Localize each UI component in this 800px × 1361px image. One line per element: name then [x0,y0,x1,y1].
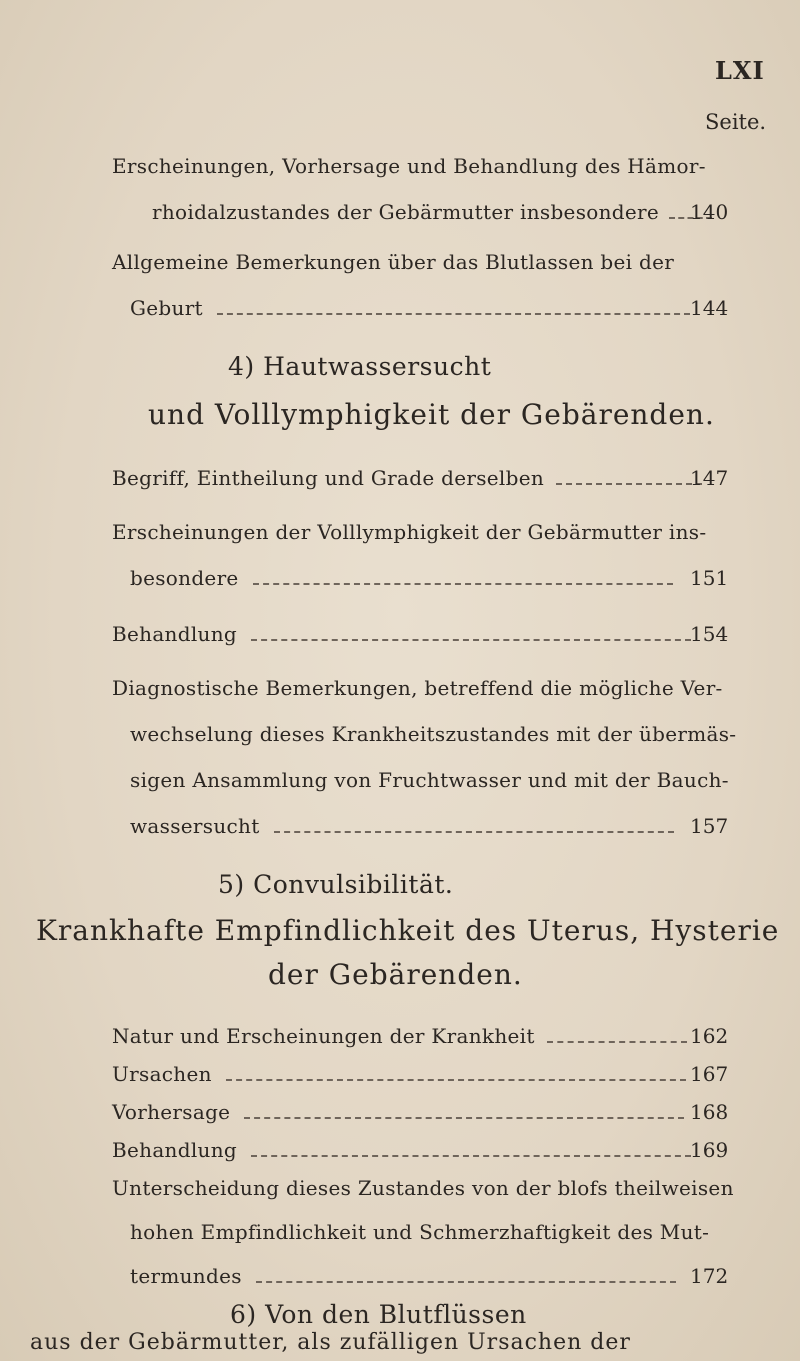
page-number: 154 [690,622,729,646]
leader-dots [244,1115,684,1119]
column-label: Seite. [705,110,767,134]
toc-entry-line: Vorhersage [112,1100,684,1124]
toc-entry-line: sigen Ansammlung von Fruchtwasser und mit der Bauch- [130,768,729,792]
section-heading: und Volllymphigkeit der Gebärenden. [148,398,715,431]
leader-dots [253,581,673,585]
section-heading: 4) Hautwassersucht [228,352,492,381]
page-number: 167 [690,1062,729,1086]
leader-dots [274,829,674,833]
page-number: 144 [690,296,729,320]
page-number: 140 [690,200,729,224]
toc-entry-line: Behandlung [112,1138,691,1162]
page-number: 157 [690,814,729,838]
page-number: 168 [690,1100,729,1124]
leader-dots [256,1279,676,1283]
page-number: 151 [690,566,729,590]
toc-entry-line: Erscheinungen der Volllymphigkeit der Gebärmutter ins- [112,520,707,544]
toc-entry-line: Natur und Erscheinungen der Krankheit [112,1024,687,1048]
page-number: 169 [690,1138,729,1162]
leader-dots [217,311,690,315]
leader-dots [547,1039,687,1043]
section-heading: aus der Gebärmutter, als zufälligen Ursachen der [30,1330,631,1355]
toc-entry-line: Diagnostische Bemerkungen, betreffend die mögliche Ver- [112,676,723,700]
leader-dots [556,481,702,485]
leader-dots [251,637,691,641]
section-heading: Krankhafte Empfindlichkeit des Uterus, Hysterie [36,914,780,947]
leader-dots [251,1153,691,1157]
folio-number: LXI [715,56,765,85]
toc-entry-line: termundes [130,1264,676,1288]
toc-entry-line: Geburt [130,296,690,320]
toc-entry-line: Ursachen [112,1062,686,1086]
toc-entry-line: wassersucht [130,814,674,838]
toc-entry-line: Begriff, Eintheilung und Grade derselben [112,466,702,490]
page-number: 172 [690,1264,729,1288]
page-number: 147 [690,466,729,490]
toc-entry-line: besondere [130,566,673,590]
toc-entry-line: Behandlung [112,622,691,646]
section-heading: 6) Von den Blutflüssen [230,1300,527,1329]
toc-entry-line: Unterscheidung dieses Zustandes von der blofs theilweisen [112,1176,734,1200]
toc-entry-line: wechselung dieses Krankheitszustandes mit der übermäs- [130,722,737,746]
section-heading: der Gebärenden. [268,958,523,991]
leader-dots [226,1077,686,1081]
toc-entry-line: Erscheinungen, Vorhersage und Behandlung des Hämor- [112,154,706,178]
page-number: 162 [690,1024,729,1048]
toc-entry-line: Allgemeine Bemerkungen über das Blutlassen bei der [112,250,675,274]
toc-entry-line: rhoidalzustandes der Gebärmutter insbesondere [152,200,712,224]
toc-entry-line: hohen Empfindlichkeit und Schmerzhaftigkeit des Mut- [130,1220,710,1244]
section-heading: 5) Convulsibilität. [218,870,454,899]
